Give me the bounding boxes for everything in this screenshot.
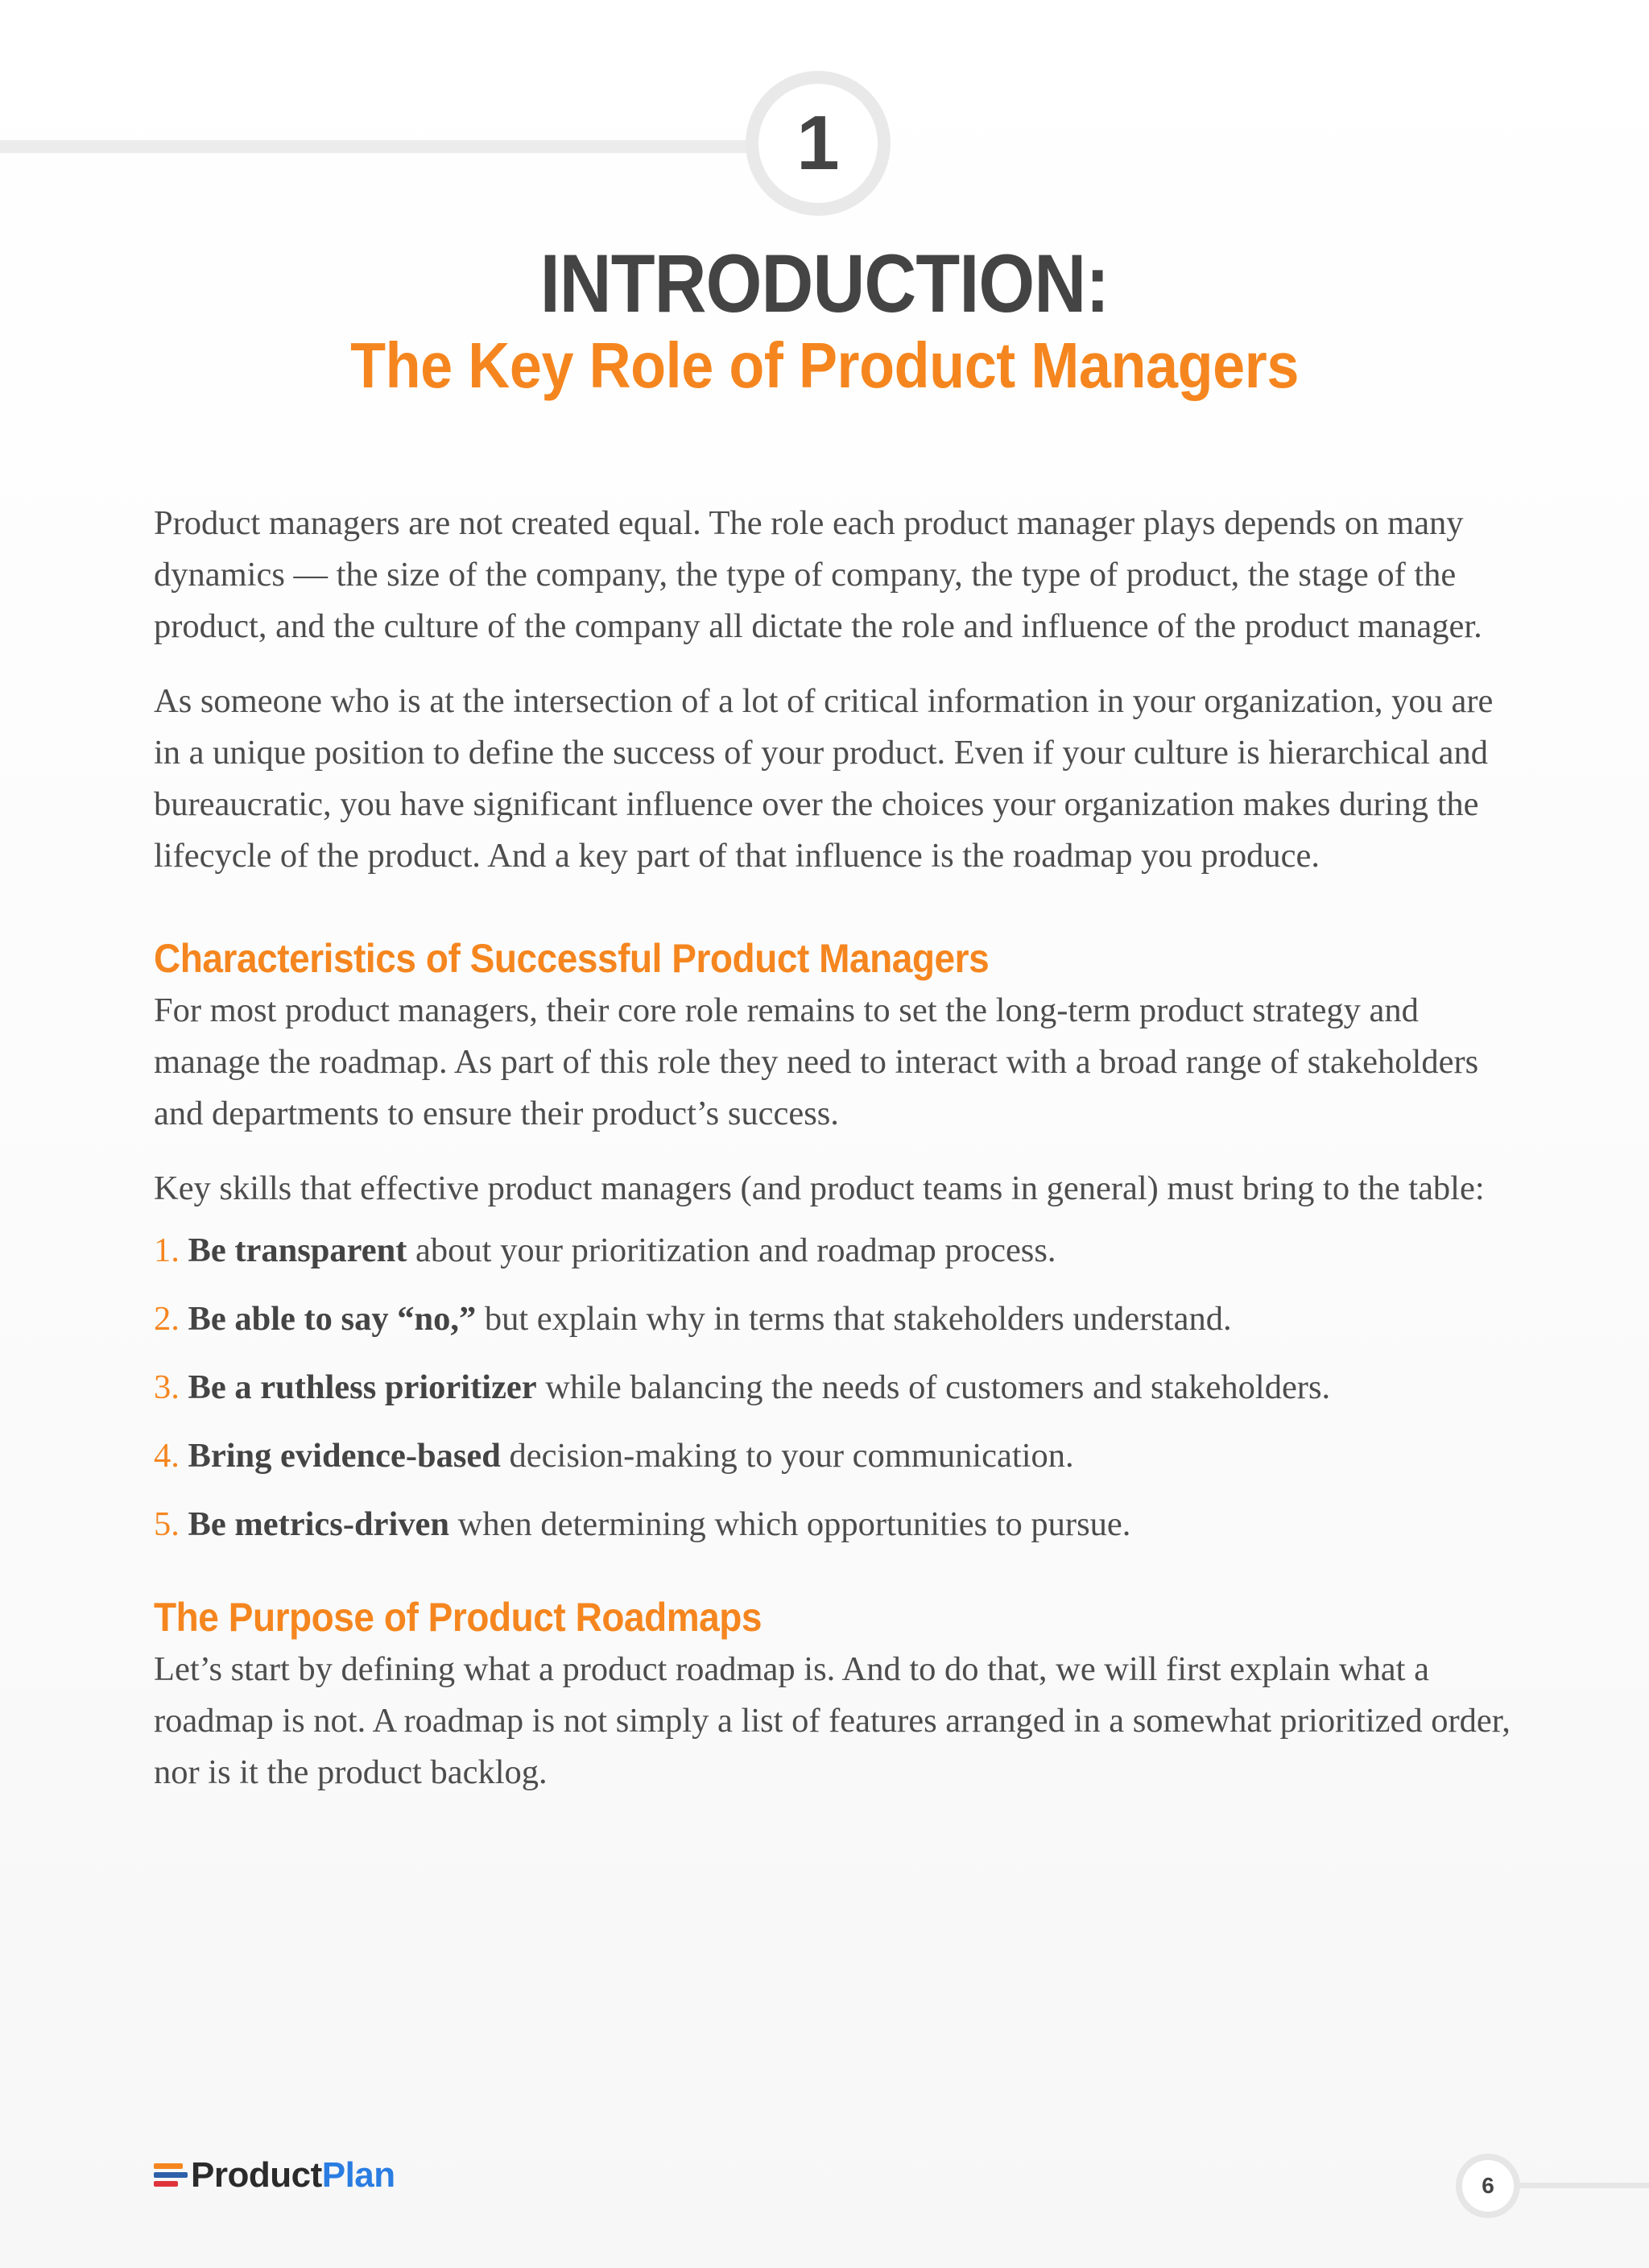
list-item-text: when determining which opportunities to pursue. (449, 1505, 1131, 1543)
list-item-text: about your prioritization and roadmap process. (407, 1231, 1056, 1269)
intro-paragraph: Product managers are not created equal. The role each product manager plays depends on many dynamics — the size of the company, the type of company, the type of product, the stage of the product, and the culture of the company all dictate the role and influence of the product manager. (154, 504, 1482, 645)
logo-word-plan: Plan (321, 2155, 395, 2195)
section-heading-characteristics: Characteristics of Successful Product Managers (154, 936, 990, 981)
section-paragraph: For most product managers, their core role remains to set the long-term product strategy and manage the roadmap. As part of this role they need to interact with a broad range of stakeholders and departments to ensure their product’s success. (154, 991, 1479, 1132)
list-item (154, 1430, 1523, 1482)
header-rule (0, 140, 757, 153)
chapter-number-badge (746, 71, 891, 216)
list-item-number: 2. (154, 1300, 180, 1338)
logo-wordmark (191, 2155, 395, 2196)
list-item (154, 1225, 1523, 1277)
list-item-text: decision-making to your communication. (500, 1437, 1074, 1475)
footer-rule (1514, 2183, 1649, 2188)
section-paragraph: Key skills that effective product managers (and product teams in general) must bring to the table: (154, 1169, 1485, 1207)
chapter-subtitle: The Key Role of Product Managers (350, 329, 1299, 401)
list-item-emphasis: Be metrics-driven (188, 1505, 450, 1543)
list-item (154, 1362, 1523, 1413)
list-item-number: 5. (154, 1505, 180, 1543)
list-item-emphasis: Be transparent (188, 1231, 407, 1269)
section-paragraph: Let’s start by defining what a product roadmap is. And to do that, we will first explain what a roadmap is not. A roadmap is not simply a list of features arranged in a somewhat prioritized order, nor is it the product backlog. (154, 1650, 1511, 1791)
list-item-number: 1. (154, 1231, 180, 1269)
list-item (154, 1293, 1523, 1345)
list-item (154, 1499, 1523, 1550)
list-item-number: 3. (154, 1368, 180, 1406)
section-heading-purpose: The Purpose of Product Roadmaps (154, 1595, 763, 1640)
chapter-number: 1 (796, 100, 840, 186)
list-item-number: 4. (154, 1437, 180, 1475)
chapter-title: INTRODUCTION: (539, 238, 1110, 329)
logo-word-product: Product (191, 2155, 322, 2195)
page-number-badge (1456, 2154, 1520, 2218)
skills-list (154, 1225, 1523, 1550)
roadmap-bars-icon (154, 2162, 188, 2189)
list-item-text: while balancing the needs of customers and stakeholders. (536, 1368, 1331, 1406)
page-number: 6 (1482, 2173, 1494, 2198)
list-item-emphasis: Be able to say “no,” (188, 1300, 477, 1338)
intro-paragraph: As someone who is at the intersection of a lot of critical information in your organization, you are in a unique position to define the success of your product. Even if your culture is hierarchical and bureaucratic, you have significant influence over the choices your organization makes during the lifecycle of the product. And a key part of that influence is the roadmap you produce. (154, 682, 1494, 875)
productplan-logo (154, 2155, 395, 2196)
list-item-emphasis: Be a ruthless prioritizer (188, 1368, 537, 1406)
list-item-emphasis: Bring evidence-based (188, 1437, 501, 1475)
list-item-text: but explain why in terms that stakeholders understand. (476, 1300, 1232, 1338)
main-content (154, 498, 1523, 1822)
